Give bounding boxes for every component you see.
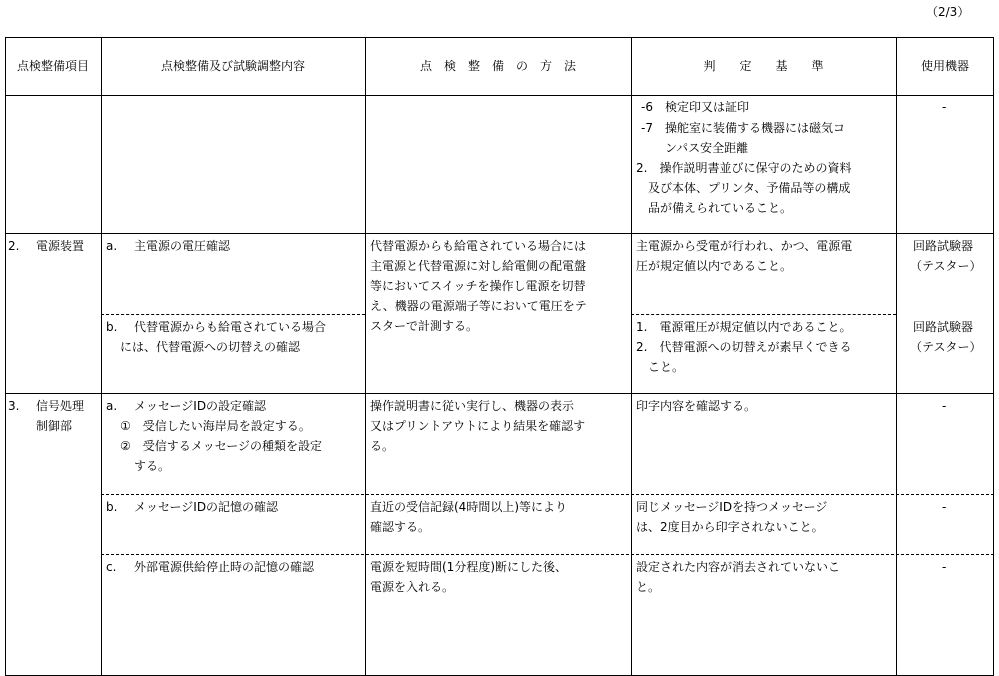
criteria-line: -6 検定印又は証印 <box>641 100 749 114</box>
criteria-line: 印字内容を確認する。 <box>636 399 757 413</box>
criteria-line: 及び本体、プリンタ、予備品等の構成 <box>648 181 851 195</box>
criteria-line: ンパス安全距離 <box>665 141 749 155</box>
equipment-line: 回路試験器 <box>913 239 974 253</box>
row-divider <box>5 233 994 234</box>
content-label: a. <box>106 239 118 253</box>
equipment-dash: - <box>942 399 947 413</box>
method-line: 確認する。 <box>370 520 431 534</box>
item-name: 信号処理 <box>36 399 85 413</box>
header-item: 点検整備項目 <box>16 59 89 73</box>
method-line: 電源を入れる。 <box>370 580 455 594</box>
criteria-line: 同じメッセージIDを持つメッセージ <box>636 500 828 514</box>
criteria-line: 2. 操作説明書並びに保守のための資料 <box>636 161 852 175</box>
content-text: 外部電源供給停止時の記憶の確認 <box>134 560 315 574</box>
method-line: 又はプリントアウトにより結果を確認す <box>370 419 586 433</box>
content-text: 代替電源からも給電されている場合 <box>134 320 327 334</box>
criteria-line: 圧が規定値以内であること。 <box>636 259 793 273</box>
criteria-line: こと。 <box>648 360 685 374</box>
equipment-dash: - <box>942 560 947 574</box>
equipment-dash: - <box>942 500 947 514</box>
content-label: b. <box>106 500 118 514</box>
method-line: 代替電源からも給電されている場合には <box>370 239 587 253</box>
method-line: 電源を短時間(1分程度)断にした後、 <box>370 560 567 574</box>
method-line: え、機器の電源端子等において電圧をテ <box>370 299 587 313</box>
column-divider <box>896 37 897 676</box>
content-text: ② 受信するメッセージの種類を設定 <box>120 439 323 453</box>
content-text: メッセージIDの記憶の確認 <box>134 500 279 514</box>
header-equipment: 使用機器 <box>920 59 969 73</box>
page-number: （2/3） <box>926 5 970 19</box>
subrow-divider <box>101 554 994 555</box>
equipment-line: （テスター） <box>910 340 982 354</box>
content-label: b. <box>106 320 118 334</box>
criteria-line: 主電源から受電が行われ、かつ、電源電 <box>636 239 853 253</box>
equipment-line: 回路試験器 <box>913 320 974 334</box>
criteria-line: 設定された内容が消去されていないこ <box>636 560 841 574</box>
criteria-line: -7 操舵室に装備する機器には磁気コ <box>641 121 845 135</box>
subrow-divider <box>101 314 365 315</box>
criteria-line: と。 <box>636 580 661 594</box>
subrow-divider <box>101 494 994 495</box>
column-divider <box>365 37 366 676</box>
header-method: 点 検 整 備 の 方 法 <box>419 59 576 73</box>
criteria-line: 1. 電源電圧が規定値以内であること。 <box>636 320 852 334</box>
method-line: スターで計測する。 <box>370 319 479 333</box>
criteria-line: は、2度目から印字されないこと。 <box>636 520 824 534</box>
content-text: には、代替電源への切替えの確認 <box>120 340 301 354</box>
method-line: る。 <box>370 439 395 453</box>
header-divider <box>5 95 994 96</box>
header-criteria: 判 定 基 準 <box>703 59 824 73</box>
content-text: 主電源の電圧確認 <box>134 239 231 253</box>
method-line: 主電源と代替電源に対し給電側の配電盤 <box>370 259 587 273</box>
subrow-divider <box>631 314 896 315</box>
method-line: 直近の受信記録(4時間以上)等により <box>370 500 567 514</box>
method-line: 等においてスイッチを操作し電源を切替 <box>370 279 586 293</box>
item-name: 制御部 <box>36 419 73 433</box>
item-name: 電源装置 <box>36 239 85 253</box>
content-text: メッセージIDの設定確認 <box>134 399 267 413</box>
equipment-line: （テスター） <box>910 259 982 273</box>
criteria-line: 2. 代替電源への切替えが素早くできる <box>636 340 852 354</box>
column-divider <box>101 37 102 676</box>
criteria-line: 品が備えられていること。 <box>648 201 793 215</box>
content-text: ① 受信したい海岸局を設定する。 <box>120 419 311 433</box>
content-label: a. <box>106 399 118 413</box>
item-number: 3. <box>8 399 20 413</box>
header-content: 点検整備及び試験調整内容 <box>160 59 305 73</box>
column-divider <box>631 37 632 676</box>
method-line: 操作説明書に従い実行し、機器の表示 <box>370 399 575 413</box>
content-label: c. <box>106 560 117 574</box>
content-text: する。 <box>134 459 171 473</box>
equipment-dash: - <box>942 100 947 114</box>
row-divider <box>5 393 994 394</box>
item-number: 2. <box>8 239 20 253</box>
